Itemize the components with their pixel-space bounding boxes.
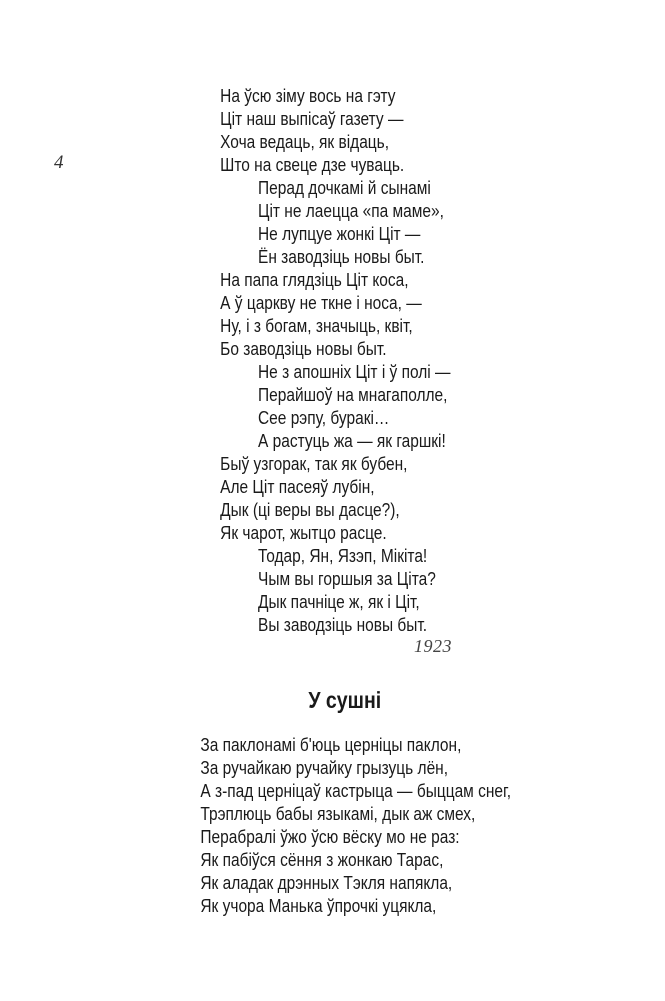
poem-line: Ну, і з богам, значыць, квіт, (220, 316, 413, 336)
poem-line: На ўсю зіму вось на гэту (220, 86, 396, 106)
poem-line: Быў узгорак, так як бубен, (220, 454, 408, 474)
poem-line: А з-пад церніцаў кастрыца — быццам снег, (200, 781, 512, 801)
poem-title-text: У сушні (307, 687, 381, 713)
poem-line: Дык пачніце ж, як і Ціт, (258, 592, 420, 612)
poem-line: Як аладак дрэнных Тэкля напякла, (200, 873, 453, 893)
poem-line: Але Ціт пасеяў лубін, (220, 477, 375, 497)
poem-line: Ён заводзіць новы быт. (258, 247, 425, 267)
poem-line: А ў царкву не ткне і носа, — (220, 293, 422, 313)
poem-line: Чым вы горшыя за Ціта? (258, 569, 436, 589)
poem-line: Тодар, Ян, Язэп, Мікіта! (258, 546, 428, 566)
poem-line: А растуць жа — як гаршкі! (258, 431, 446, 451)
poem-line: Бо заводзіць новы быт. (220, 339, 387, 359)
poem-line: Ціт наш выпісаў газету — (220, 109, 404, 129)
poem-line: Што на свеце дзе чуваць. (220, 155, 405, 175)
poem-line: Трэплюць бабы языкамі, дык аж смех, (200, 804, 476, 824)
poem-stanza-block (0, 85, 572, 637)
poem-line: За ручайкаю ручайку грызуць лён, (200, 758, 449, 778)
poem-line: Як чарот, жытцо расце. (220, 523, 387, 543)
poem-line: Не з апошніх Ціт і ў полі — (258, 362, 451, 382)
poem-line: Ціт не лаецца «па маме», (258, 201, 444, 221)
poem-line: Сее рэпу, буракі… (258, 408, 390, 428)
poem-line: Як учора Манька ўпрочкі уцякла, (200, 896, 437, 916)
poem-line: Не лупцуе жонкі Ціт — (258, 224, 421, 244)
poem-date: 1923 (414, 636, 452, 656)
poem-line: Хоча ведаць, як відаць, (220, 132, 390, 152)
poem-line: За паклонамі б'юць церніцы паклон, (200, 735, 462, 755)
poem-second-block (0, 734, 572, 918)
poem-line: Як пабіўся сёння з жонкаю Тарас, (200, 850, 444, 870)
poem-line: Перад дочкамі й сынамі (258, 178, 431, 198)
poem-line: На папа глядзіць Ціт коса, (220, 270, 409, 290)
poem-title (0, 687, 665, 714)
poem-line: Перайшоў на мнагаполле, (258, 385, 448, 405)
poem-line: Вы заводзіць новы быт. (258, 615, 428, 635)
page-number: 4 (54, 152, 64, 173)
poem-line: Дык (ці веры вы дасце?), (220, 500, 400, 520)
poem-line: Перабралі ўжо ўсю вёску мо не раз: (200, 827, 460, 847)
